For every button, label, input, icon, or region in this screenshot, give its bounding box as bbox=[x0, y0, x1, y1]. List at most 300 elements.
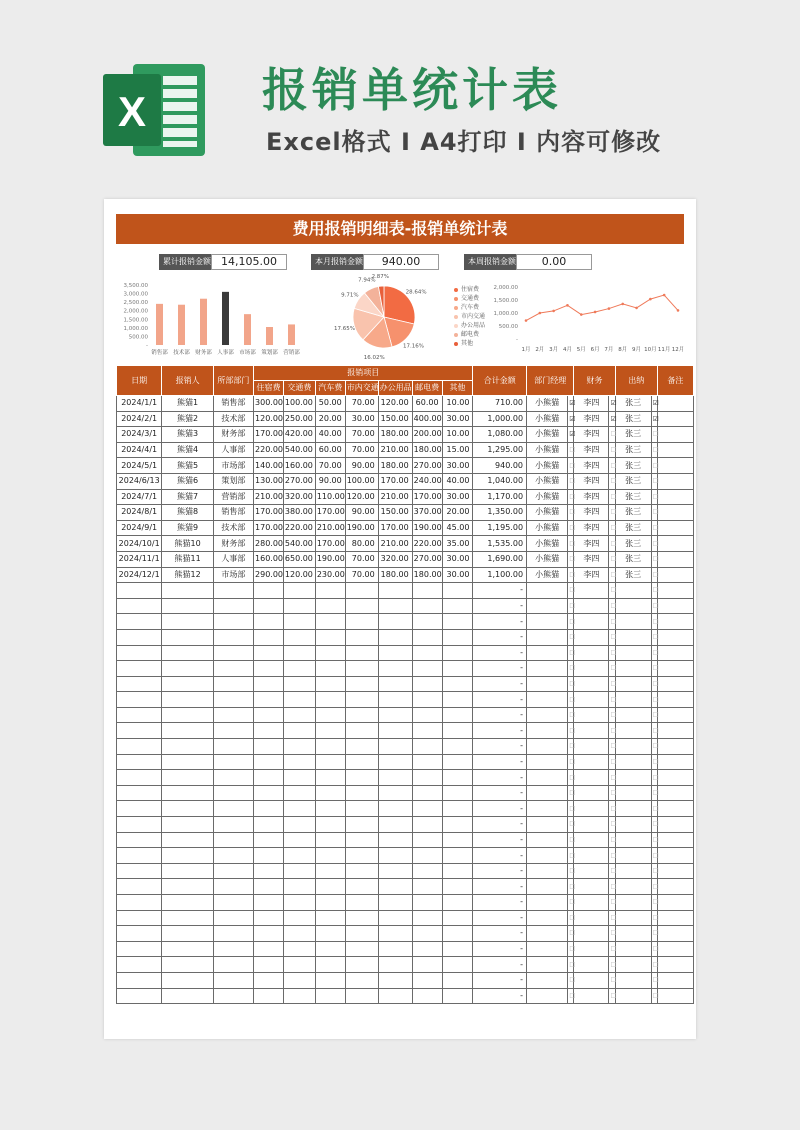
table-cell[interactable] bbox=[117, 629, 162, 645]
signer-cell[interactable] bbox=[615, 645, 651, 661]
table-cell[interactable]: 220.00 bbox=[412, 536, 442, 552]
signer-cell[interactable]: 小熊猫 bbox=[527, 442, 568, 458]
table-cell[interactable] bbox=[213, 863, 253, 879]
table-cell[interactable] bbox=[315, 692, 345, 708]
table-cell[interactable] bbox=[345, 754, 378, 770]
approval-checkbox[interactable]: ☐ bbox=[609, 972, 615, 988]
table-cell[interactable]: 100.00 bbox=[345, 473, 378, 489]
note-cell[interactable] bbox=[657, 442, 693, 458]
table-cell[interactable]: 230.00 bbox=[315, 567, 345, 583]
table-cell[interactable]: 2024/9/1 bbox=[117, 520, 162, 536]
table-cell[interactable]: 2024/5/1 bbox=[117, 458, 162, 474]
approval-checkbox[interactable]: ☐ bbox=[568, 910, 574, 926]
table-cell[interactable]: 170.00 bbox=[315, 536, 345, 552]
table-cell[interactable]: 210.00 bbox=[378, 536, 412, 552]
signer-cell[interactable] bbox=[574, 941, 609, 957]
approval-checkbox[interactable]: ☐ bbox=[651, 598, 657, 614]
table-cell[interactable] bbox=[412, 817, 442, 833]
signer-cell[interactable]: 张三 bbox=[615, 396, 651, 412]
table-cell[interactable] bbox=[213, 879, 253, 895]
table-cell[interactable] bbox=[345, 895, 378, 911]
approval-checkbox[interactable]: ☐ bbox=[568, 739, 574, 755]
table-cell[interactable] bbox=[378, 629, 412, 645]
signer-cell[interactable] bbox=[527, 676, 568, 692]
table-cell[interactable] bbox=[378, 879, 412, 895]
table-cell[interactable] bbox=[378, 895, 412, 911]
approval-checkbox[interactable]: ☐ bbox=[651, 489, 657, 505]
signer-cell[interactable]: 张三 bbox=[615, 489, 651, 505]
table-cell[interactable] bbox=[117, 895, 162, 911]
table-cell[interactable]: 190.00 bbox=[345, 520, 378, 536]
signer-cell[interactable] bbox=[615, 583, 651, 599]
table-cell[interactable]: 70.00 bbox=[345, 396, 378, 412]
table-cell[interactable] bbox=[378, 988, 412, 1004]
table-cell[interactable] bbox=[315, 895, 345, 911]
signer-cell[interactable] bbox=[574, 739, 609, 755]
table-cell[interactable]: 400.00 bbox=[412, 411, 442, 427]
table-cell[interactable] bbox=[315, 614, 345, 630]
table-cell[interactable] bbox=[254, 614, 284, 630]
note-cell[interactable] bbox=[657, 520, 693, 536]
signer-cell[interactable]: 李四 bbox=[574, 411, 609, 427]
table-cell[interactable]: 30.00 bbox=[442, 551, 473, 567]
table-cell[interactable]: 2024/3/1 bbox=[117, 427, 162, 443]
table-cell[interactable] bbox=[442, 583, 473, 599]
table-cell[interactable] bbox=[213, 754, 253, 770]
table-cell[interactable] bbox=[378, 770, 412, 786]
note-cell[interactable] bbox=[657, 972, 693, 988]
table-cell[interactable] bbox=[117, 988, 162, 1004]
approval-checkbox[interactable]: ☐ bbox=[609, 926, 615, 942]
signer-cell[interactable]: 李四 bbox=[574, 567, 609, 583]
table-cell[interactable] bbox=[378, 785, 412, 801]
table-cell[interactable] bbox=[442, 941, 473, 957]
table-cell[interactable] bbox=[162, 895, 214, 911]
table-cell[interactable] bbox=[412, 583, 442, 599]
total-cell[interactable]: - bbox=[473, 801, 527, 817]
signer-cell[interactable] bbox=[527, 692, 568, 708]
approval-checkbox[interactable]: ☐ bbox=[609, 988, 615, 1004]
table-cell[interactable] bbox=[442, 957, 473, 973]
table-cell[interactable]: 1,000.00 bbox=[473, 411, 527, 427]
approval-checkbox[interactable]: ☐ bbox=[609, 801, 615, 817]
table-cell[interactable]: 2024/1/1 bbox=[117, 396, 162, 412]
approval-checkbox[interactable]: ☐ bbox=[568, 567, 574, 583]
table-cell[interactable] bbox=[117, 863, 162, 879]
table-cell[interactable] bbox=[283, 895, 315, 911]
approval-checkbox[interactable]: ☐ bbox=[651, 567, 657, 583]
table-cell[interactable]: 150.00 bbox=[378, 505, 412, 521]
approval-checkbox[interactable]: ☐ bbox=[609, 832, 615, 848]
note-cell[interactable] bbox=[657, 941, 693, 957]
approval-checkbox[interactable]: ☐ bbox=[568, 988, 574, 1004]
approval-checkbox[interactable]: ☐ bbox=[651, 614, 657, 630]
table-cell[interactable] bbox=[345, 910, 378, 926]
table-cell[interactable] bbox=[412, 770, 442, 786]
signer-cell[interactable] bbox=[574, 863, 609, 879]
approval-checkbox[interactable]: ☐ bbox=[651, 505, 657, 521]
table-cell[interactable] bbox=[315, 770, 345, 786]
signer-cell[interactable] bbox=[615, 817, 651, 833]
signer-cell[interactable] bbox=[615, 910, 651, 926]
table-cell[interactable] bbox=[162, 645, 214, 661]
table-cell[interactable] bbox=[378, 817, 412, 833]
table-cell[interactable] bbox=[442, 879, 473, 895]
table-cell[interactable] bbox=[213, 817, 253, 833]
signer-cell[interactable] bbox=[615, 754, 651, 770]
table-cell[interactable] bbox=[254, 723, 284, 739]
total-cell[interactable]: - bbox=[473, 692, 527, 708]
table-cell[interactable] bbox=[213, 801, 253, 817]
table-cell[interactable]: 270.00 bbox=[412, 458, 442, 474]
signer-cell[interactable] bbox=[615, 879, 651, 895]
total-cell[interactable]: - bbox=[473, 941, 527, 957]
table-cell[interactable]: 130.00 bbox=[254, 473, 284, 489]
signer-cell[interactable]: 张三 bbox=[615, 520, 651, 536]
table-cell[interactable]: 10.00 bbox=[442, 427, 473, 443]
table-cell[interactable]: 熊猫11 bbox=[162, 551, 214, 567]
note-cell[interactable] bbox=[657, 396, 693, 412]
approval-checkbox[interactable]: ☐ bbox=[609, 707, 615, 723]
table-cell[interactable] bbox=[117, 785, 162, 801]
approval-checkbox[interactable]: ☐ bbox=[651, 801, 657, 817]
signer-cell[interactable]: 小熊猫 bbox=[527, 520, 568, 536]
signer-cell[interactable] bbox=[574, 754, 609, 770]
signer-cell[interactable] bbox=[527, 863, 568, 879]
signer-cell[interactable] bbox=[527, 645, 568, 661]
table-cell[interactable] bbox=[117, 957, 162, 973]
signer-cell[interactable] bbox=[527, 817, 568, 833]
signer-cell[interactable]: 李四 bbox=[574, 427, 609, 443]
table-cell[interactable] bbox=[345, 676, 378, 692]
signer-cell[interactable] bbox=[527, 739, 568, 755]
table-cell[interactable] bbox=[162, 629, 214, 645]
table-cell[interactable]: 190.00 bbox=[315, 551, 345, 567]
table-cell[interactable]: 150.00 bbox=[378, 411, 412, 427]
table-cell[interactable] bbox=[117, 676, 162, 692]
table-cell[interactable] bbox=[315, 863, 345, 879]
table-cell[interactable] bbox=[254, 848, 284, 864]
table-cell[interactable] bbox=[117, 692, 162, 708]
table-cell[interactable]: 30.00 bbox=[442, 567, 473, 583]
approval-checkbox[interactable]: ☐ bbox=[568, 536, 574, 552]
table-cell[interactable] bbox=[254, 863, 284, 879]
table-cell[interactable] bbox=[162, 739, 214, 755]
total-cell[interactable]: - bbox=[473, 879, 527, 895]
table-cell[interactable]: 270.00 bbox=[412, 551, 442, 567]
table-cell[interactable] bbox=[442, 707, 473, 723]
table-cell[interactable] bbox=[283, 707, 315, 723]
table-cell[interactable]: 160.00 bbox=[283, 458, 315, 474]
table-cell[interactable] bbox=[283, 645, 315, 661]
table-cell[interactable] bbox=[283, 614, 315, 630]
table-cell[interactable] bbox=[213, 785, 253, 801]
signer-cell[interactable]: 张三 bbox=[615, 458, 651, 474]
approval-checkbox[interactable]: ☐ bbox=[568, 770, 574, 786]
table-cell[interactable]: 200.00 bbox=[412, 427, 442, 443]
table-cell[interactable] bbox=[254, 972, 284, 988]
table-cell[interactable] bbox=[315, 910, 345, 926]
table-cell[interactable] bbox=[345, 941, 378, 957]
table-cell[interactable]: 2024/7/1 bbox=[117, 489, 162, 505]
note-cell[interactable] bbox=[657, 754, 693, 770]
total-cell[interactable]: - bbox=[473, 957, 527, 973]
table-cell[interactable] bbox=[412, 676, 442, 692]
table-cell[interactable] bbox=[283, 676, 315, 692]
table-cell[interactable] bbox=[283, 723, 315, 739]
approval-checkbox[interactable]: ☐ bbox=[651, 676, 657, 692]
table-cell[interactable] bbox=[254, 754, 284, 770]
table-cell[interactable] bbox=[442, 676, 473, 692]
approval-checkbox[interactable]: ☐ bbox=[568, 832, 574, 848]
table-cell[interactable] bbox=[162, 707, 214, 723]
signer-cell[interactable] bbox=[527, 754, 568, 770]
table-cell[interactable] bbox=[162, 863, 214, 879]
table-cell[interactable]: 170.00 bbox=[378, 520, 412, 536]
signer-cell[interactable] bbox=[574, 910, 609, 926]
approval-checkbox[interactable]: ☐ bbox=[651, 629, 657, 645]
table-cell[interactable] bbox=[345, 848, 378, 864]
approval-checkbox[interactable]: ☐ bbox=[609, 645, 615, 661]
approval-checkbox[interactable]: ☐ bbox=[568, 458, 574, 474]
table-cell[interactable] bbox=[378, 863, 412, 879]
note-cell[interactable] bbox=[657, 910, 693, 926]
table-cell[interactable] bbox=[254, 629, 284, 645]
total-cell[interactable]: - bbox=[473, 832, 527, 848]
signer-cell[interactable] bbox=[615, 598, 651, 614]
table-cell[interactable]: 420.00 bbox=[283, 427, 315, 443]
table-cell[interactable] bbox=[345, 614, 378, 630]
table-cell[interactable] bbox=[345, 770, 378, 786]
table-cell[interactable] bbox=[442, 598, 473, 614]
table-cell[interactable] bbox=[283, 583, 315, 599]
table-cell[interactable] bbox=[412, 785, 442, 801]
table-cell[interactable]: 270.00 bbox=[283, 473, 315, 489]
approval-checkbox[interactable]: ☐ bbox=[609, 941, 615, 957]
table-cell[interactable] bbox=[283, 739, 315, 755]
signer-cell[interactable] bbox=[527, 723, 568, 739]
approval-checkbox[interactable]: ☐ bbox=[609, 785, 615, 801]
table-cell[interactable] bbox=[442, 895, 473, 911]
total-cell[interactable]: - bbox=[473, 583, 527, 599]
table-cell[interactable] bbox=[345, 988, 378, 1004]
signer-cell[interactable] bbox=[574, 817, 609, 833]
table-cell[interactable] bbox=[254, 832, 284, 848]
approval-checkbox[interactable]: ☐ bbox=[609, 473, 615, 489]
table-cell[interactable]: 370.00 bbox=[412, 505, 442, 521]
table-cell[interactable] bbox=[283, 770, 315, 786]
total-cell[interactable]: - bbox=[473, 895, 527, 911]
table-cell[interactable]: 290.00 bbox=[254, 567, 284, 583]
signer-cell[interactable]: 小熊猫 bbox=[527, 458, 568, 474]
signer-cell[interactable] bbox=[574, 879, 609, 895]
table-cell[interactable]: 1,100.00 bbox=[473, 567, 527, 583]
table-cell[interactable] bbox=[254, 661, 284, 677]
signer-cell[interactable] bbox=[574, 848, 609, 864]
table-cell[interactable] bbox=[412, 707, 442, 723]
signer-cell[interactable] bbox=[527, 988, 568, 1004]
approval-checkbox[interactable]: ☐ bbox=[651, 863, 657, 879]
approval-checkbox[interactable]: ☐ bbox=[651, 832, 657, 848]
approval-checkbox[interactable]: ☐ bbox=[651, 910, 657, 926]
signer-cell[interactable] bbox=[615, 707, 651, 723]
approval-checkbox[interactable]: ☐ bbox=[651, 972, 657, 988]
approval-checkbox[interactable]: ☐ bbox=[568, 676, 574, 692]
signer-cell[interactable] bbox=[574, 583, 609, 599]
table-cell[interactable] bbox=[254, 785, 284, 801]
table-cell[interactable] bbox=[412, 614, 442, 630]
table-cell[interactable]: 财务部 bbox=[213, 536, 253, 552]
signer-cell[interactable] bbox=[527, 614, 568, 630]
table-cell[interactable] bbox=[378, 832, 412, 848]
table-cell[interactable]: 80.00 bbox=[345, 536, 378, 552]
approval-checkbox[interactable]: ☑ bbox=[609, 411, 615, 427]
table-cell[interactable] bbox=[213, 941, 253, 957]
table-cell[interactable] bbox=[117, 723, 162, 739]
signer-cell[interactable]: 李四 bbox=[574, 442, 609, 458]
signer-cell[interactable] bbox=[527, 957, 568, 973]
table-cell[interactable] bbox=[442, 863, 473, 879]
table-cell[interactable]: 1,690.00 bbox=[473, 551, 527, 567]
approval-checkbox[interactable]: ☐ bbox=[568, 723, 574, 739]
table-cell[interactable] bbox=[345, 629, 378, 645]
total-cell[interactable]: - bbox=[473, 926, 527, 942]
table-cell[interactable]: 280.00 bbox=[254, 536, 284, 552]
approval-checkbox[interactable]: ☐ bbox=[568, 442, 574, 458]
total-cell[interactable]: - bbox=[473, 676, 527, 692]
signer-cell[interactable] bbox=[615, 832, 651, 848]
table-cell[interactable] bbox=[254, 926, 284, 942]
table-cell[interactable] bbox=[162, 754, 214, 770]
table-cell[interactable] bbox=[254, 957, 284, 973]
table-cell[interactable]: 10.00 bbox=[442, 396, 473, 412]
approval-checkbox[interactable]: ☐ bbox=[651, 988, 657, 1004]
table-cell[interactable]: 熊猫3 bbox=[162, 427, 214, 443]
approval-checkbox[interactable]: ☐ bbox=[609, 770, 615, 786]
table-cell[interactable]: 120.00 bbox=[254, 411, 284, 427]
note-cell[interactable] bbox=[657, 583, 693, 599]
note-cell[interactable] bbox=[657, 536, 693, 552]
approval-checkbox[interactable]: ☐ bbox=[568, 551, 574, 567]
total-cell[interactable]: - bbox=[473, 614, 527, 630]
signer-cell[interactable]: 张三 bbox=[615, 551, 651, 567]
signer-cell[interactable]: 李四 bbox=[574, 505, 609, 521]
table-cell[interactable] bbox=[378, 941, 412, 957]
signer-cell[interactable] bbox=[615, 614, 651, 630]
approval-checkbox[interactable]: ☐ bbox=[609, 723, 615, 739]
approval-checkbox[interactable]: ☐ bbox=[568, 489, 574, 505]
table-cell[interactable] bbox=[283, 988, 315, 1004]
table-cell[interactable] bbox=[162, 770, 214, 786]
approval-checkbox[interactable]: ☐ bbox=[609, 661, 615, 677]
table-cell[interactable]: 市场部 bbox=[213, 567, 253, 583]
kpi-month-value[interactable]: 940.00 bbox=[363, 254, 439, 270]
table-cell[interactable]: 技术部 bbox=[213, 411, 253, 427]
table-cell[interactable] bbox=[254, 739, 284, 755]
approval-checkbox[interactable]: ☐ bbox=[651, 707, 657, 723]
table-cell[interactable] bbox=[117, 801, 162, 817]
table-cell[interactable] bbox=[254, 676, 284, 692]
signer-cell[interactable] bbox=[574, 801, 609, 817]
table-cell[interactable]: 50.00 bbox=[315, 396, 345, 412]
table-cell[interactable] bbox=[412, 739, 442, 755]
table-cell[interactable]: 160.00 bbox=[254, 551, 284, 567]
note-cell[interactable] bbox=[657, 926, 693, 942]
signer-cell[interactable]: 张三 bbox=[615, 411, 651, 427]
table-cell[interactable]: 540.00 bbox=[283, 442, 315, 458]
table-cell[interactable] bbox=[283, 692, 315, 708]
table-cell[interactable] bbox=[442, 817, 473, 833]
table-cell[interactable]: 220.00 bbox=[283, 520, 315, 536]
table-cell[interactable] bbox=[283, 598, 315, 614]
note-cell[interactable] bbox=[657, 692, 693, 708]
table-cell[interactable] bbox=[412, 972, 442, 988]
table-cell[interactable] bbox=[162, 832, 214, 848]
table-cell[interactable]: 540.00 bbox=[283, 536, 315, 552]
table-cell[interactable] bbox=[162, 817, 214, 833]
table-cell[interactable]: 710.00 bbox=[473, 396, 527, 412]
signer-cell[interactable] bbox=[527, 661, 568, 677]
approval-checkbox[interactable]: ☐ bbox=[651, 645, 657, 661]
table-cell[interactable] bbox=[213, 739, 253, 755]
approval-checkbox[interactable]: ☐ bbox=[568, 863, 574, 879]
signer-cell[interactable] bbox=[574, 614, 609, 630]
signer-cell[interactable] bbox=[615, 770, 651, 786]
approval-checkbox[interactable]: ☐ bbox=[651, 427, 657, 443]
note-cell[interactable] bbox=[657, 676, 693, 692]
table-cell[interactable]: 70.00 bbox=[345, 442, 378, 458]
approval-checkbox[interactable]: ☐ bbox=[651, 458, 657, 474]
table-cell[interactable]: 1,350.00 bbox=[473, 505, 527, 521]
note-cell[interactable] bbox=[657, 957, 693, 973]
approval-checkbox[interactable]: ☐ bbox=[651, 536, 657, 552]
approval-checkbox[interactable]: ☐ bbox=[609, 910, 615, 926]
total-cell[interactable]: - bbox=[473, 723, 527, 739]
table-cell[interactable]: 100.00 bbox=[283, 396, 315, 412]
table-cell[interactable]: 15.00 bbox=[442, 442, 473, 458]
table-cell[interactable] bbox=[412, 598, 442, 614]
table-cell[interactable] bbox=[412, 801, 442, 817]
table-cell[interactable]: 90.00 bbox=[315, 473, 345, 489]
table-cell[interactable] bbox=[315, 661, 345, 677]
table-cell[interactable]: 销售部 bbox=[213, 396, 253, 412]
approval-checkbox[interactable]: ☐ bbox=[651, 723, 657, 739]
signer-cell[interactable] bbox=[615, 676, 651, 692]
table-cell[interactable] bbox=[315, 785, 345, 801]
table-cell[interactable]: 170.00 bbox=[254, 505, 284, 521]
table-cell[interactable]: 45.00 bbox=[442, 520, 473, 536]
approval-checkbox[interactable]: ☐ bbox=[568, 754, 574, 770]
approval-checkbox[interactable]: ☐ bbox=[651, 520, 657, 536]
signer-cell[interactable]: 李四 bbox=[574, 489, 609, 505]
table-cell[interactable] bbox=[162, 848, 214, 864]
approval-checkbox[interactable]: ☐ bbox=[609, 551, 615, 567]
approval-checkbox[interactable]: ☐ bbox=[568, 645, 574, 661]
table-cell[interactable] bbox=[117, 910, 162, 926]
signer-cell[interactable] bbox=[574, 770, 609, 786]
signer-cell[interactable] bbox=[615, 629, 651, 645]
table-cell[interactable]: 2024/10/1 bbox=[117, 536, 162, 552]
table-cell[interactable]: 市场部 bbox=[213, 458, 253, 474]
table-cell[interactable] bbox=[254, 817, 284, 833]
table-cell[interactable] bbox=[254, 583, 284, 599]
signer-cell[interactable] bbox=[615, 723, 651, 739]
table-cell[interactable]: 30.00 bbox=[345, 411, 378, 427]
table-cell[interactable] bbox=[442, 770, 473, 786]
table-cell[interactable] bbox=[412, 848, 442, 864]
note-cell[interactable] bbox=[657, 411, 693, 427]
table-cell[interactable]: 70.00 bbox=[345, 427, 378, 443]
